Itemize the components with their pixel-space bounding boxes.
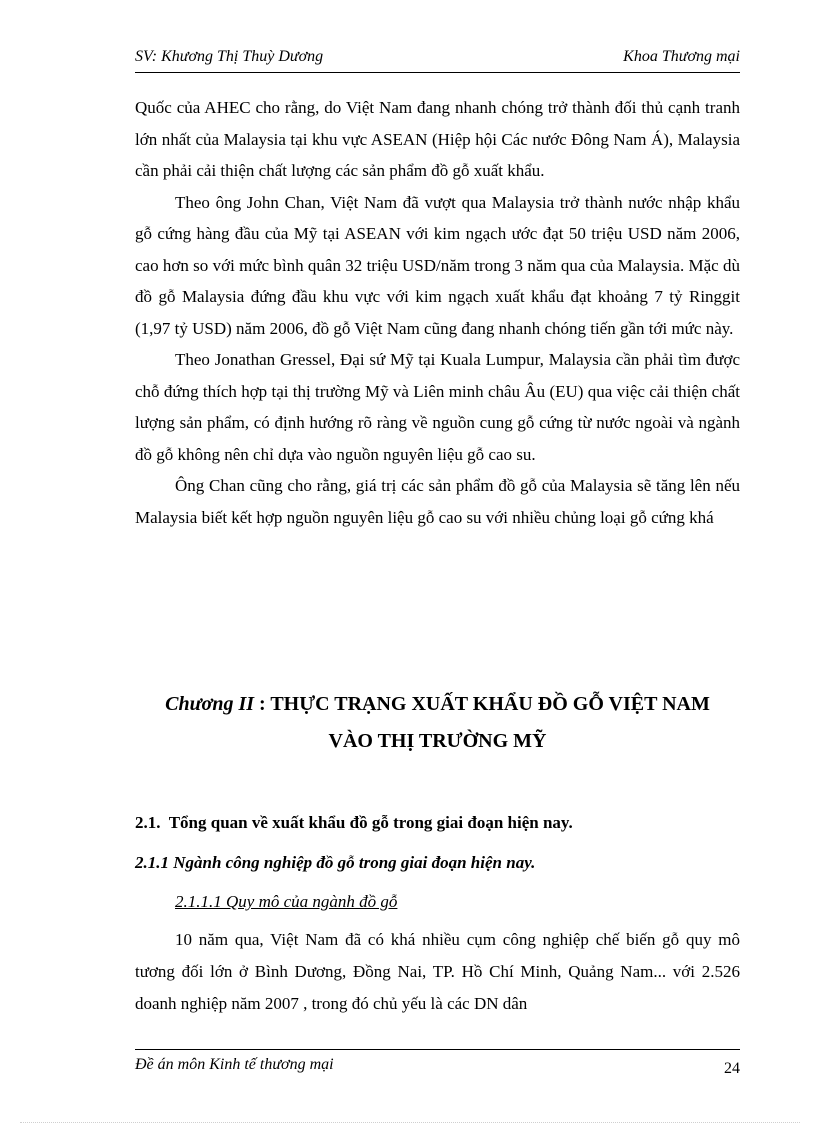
chapter-title-line-2: VÀO THỊ TRƯỜNG MỸ <box>328 730 547 752</box>
section-heading-2-1-1-1: 2.1.1.1 Quy mô của ngành đồ gỗ <box>175 892 398 911</box>
chapter-heading <box>135 686 740 760</box>
chapter-label: Chương II <box>165 693 255 715</box>
page-footer <box>135 1049 740 1077</box>
page-header <box>135 46 740 73</box>
paragraph-2: Theo ông John Chan, Việt Nam đã vượt qua Malaysia trở thành nước nhập khẩu gỗ cứng hàng đầu của Mỹ tại ASEAN với kim ngạch ước đạt 50 triệu USD năm 2006, cao hơn so với mức bình quân 32 triệu USD/năm trong 3 năm qua của Malaysia. Mặc dù đồ gỗ Malaysia đứng đầu khu vực với kim ngạch xuất khẩu đạt khoảng 7 tỷ Ringgit (1,97 tỷ USD) năm 2006, đồ gỗ Việt Nam cũng đang nhanh chóng tiến gần tới mức này. <box>135 192 740 338</box>
chapter-title-line-1: THỰC TRẠNG XUẤT KHẨU ĐỒ GỖ VIỆT NAM <box>270 693 710 715</box>
header-author: SV: Khương Thị Thuỳ Dương <box>135 48 324 65</box>
page-number: 24 <box>724 1060 740 1077</box>
chapter-separator: : <box>254 693 271 715</box>
body-text <box>135 92 740 533</box>
paragraph-3: Theo Jonathan Gressel, Đại sứ Mỹ tại Kuala Lumpur, Malaysia cần phải tìm được chỗ đứng thích hợp tại thị trường Mỹ và Liên minh châu Âu (EU) qua việc cải thiện chất lượng sản phẩm, có định hướng rõ ràng về nguồn cung gỗ cứng từ nước ngoài và ngành đồ gỗ không nên chỉ dựa vào nguồn nguyên liệu gỗ cao su. <box>135 350 740 464</box>
closing-body-text <box>135 924 740 1020</box>
paragraph-1: Quốc của AHEC cho rằng, do Việt Nam đang nhanh chóng trở thành đối thủ cạnh tranh lớn nhất của Malaysia tại khu vực ASEAN (Hiệp hội Các nước Đông Nam Á), Malaysia cần phải cải thiện chất lượng các sản phẩm đồ gỗ xuất khẩu. <box>135 98 740 180</box>
closing-paragraph: 10 năm qua, Việt Nam đã có khá nhiều cụm công nghiệp chế biến gỗ quy mô tương đối lớn ở Bình Dương, Đồng Nai, TP. Hồ Chí Minh, Quảng Nam... với 2.526 doanh nghiệp năm 2007 , trong đó chủ yếu là các DN dân <box>135 930 740 1013</box>
header-faculty: Khoa Thương mại <box>623 48 740 65</box>
chapter-line-1 <box>135 686 740 723</box>
paragraph-4: Ông Chan cũng cho rằng, giá trị các sản phẩm đồ gỗ của Malaysia sẽ tăng lên nếu Malaysia biết kết hợp nguồn nguyên liệu gỗ cao su với nhiều chủng loại gỗ cứng khá <box>135 476 740 527</box>
footer-course: Đề án môn Kinh tế thương mại <box>135 1056 334 1073</box>
section-heading-2-1-1: 2.1.1 Ngành công nghiệp đồ gỗ trong giai đoạn hiện nay. <box>135 853 536 872</box>
section-heading-2-1: 2.1. Tổng quan về xuất khẩu đồ gỗ trong giai đoạn hiện nay. <box>135 813 573 832</box>
